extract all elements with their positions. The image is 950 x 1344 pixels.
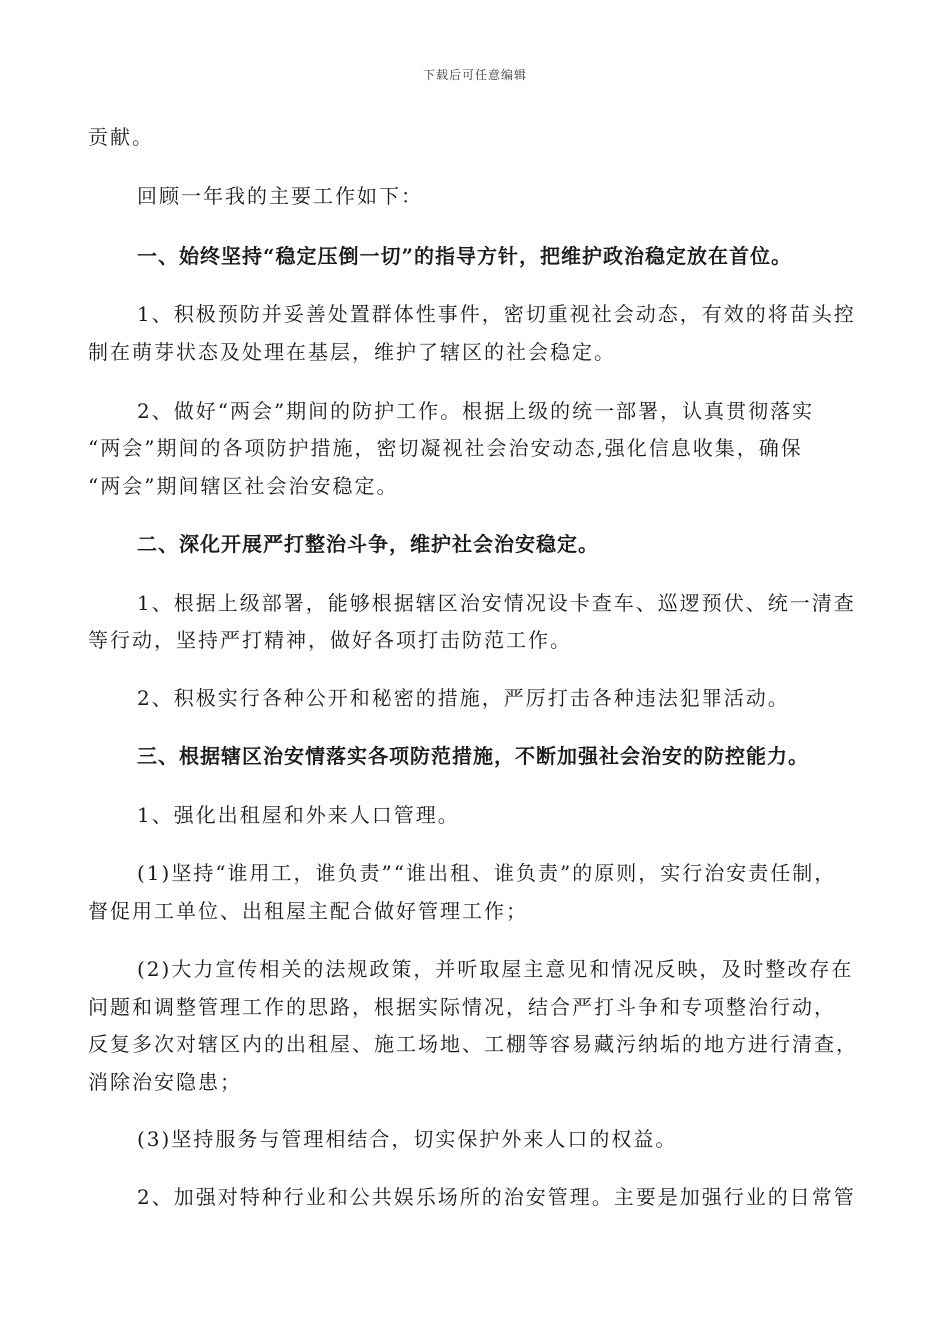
text-line: 2、做好“两会”期间的防护工作。根据上级的统一部署，认真贯彻落实 <box>137 399 815 423</box>
text-line: 回顾一年我的主要工作如下： <box>137 184 423 208</box>
text-line: 贡献。 <box>88 125 154 149</box>
text-line: 反复多次对辖区内的出租屋、施工场地、工棚等容易藏污纳垢的地方进行清查， <box>88 1032 858 1056</box>
page-header: 下载后可任意编辑 <box>422 68 527 82</box>
text-line: 1、强化出租屋和外来人口管理。 <box>137 803 460 827</box>
text-line: 督促用工单位、出租屋主配合做好管理工作； <box>88 899 528 923</box>
text-line: (3)坚持服务与管理相结合，切实保护外来人口的权益。 <box>137 1127 678 1151</box>
text-line: 消除治安隐患； <box>88 1070 242 1094</box>
text-line: 制在萌芽状态及处理在基层，维护了辖区的社会稳定。 <box>88 340 616 364</box>
section-heading: 三、根据辖区治安情落实各项防范措施，不断加强社会治安的防控能力。 <box>137 744 809 768</box>
text-line: “两会”期间辖区社会治安稳定。 <box>88 474 399 498</box>
text-line: “两会”期间的各项防护措施，密切凝视社会治安动态,强化信息收集，确保 <box>88 436 803 460</box>
text-line: (2)大力宣传相关的法规政策，并听取屋主意见和情况反映，及时整改存在 <box>137 957 854 981</box>
text-line: 问题和调整管理工作的思路，根据实际情况，结合严打斗争和专项整治行动， <box>88 995 836 1019</box>
text-line: 2、积极实行各种公开和秘密的措施，严厉打击各种违法犯罪活动。 <box>137 686 790 710</box>
text-line: 1、积极预防并妥善处置群体性事件，密切重视社会动态，有效的将苗头控 <box>137 302 856 326</box>
text-line: 2、加强对特种行业和公共娱乐场所的治安管理。主要是加强行业的日常管 <box>137 1185 856 1209</box>
text-line: (1)坚持“谁用工，谁负责”“谁出租、谁负责”的原则，实行治安责任制， <box>137 861 837 885</box>
text-line: 等行动，坚持严打精神，做好各项打击防范工作。 <box>88 628 572 652</box>
text-line: 1、根据上级部署，能够根据辖区治安情况设卡查车、巡逻预伏、统一清查 <box>137 591 856 615</box>
section-heading: 一、始终坚持“稳定压倒一切”的指导方针，把维护政治稳定放在首位。 <box>137 244 793 268</box>
section-heading: 二、深化开展严打整治斗争，维护社会治安稳定。 <box>137 532 599 556</box>
